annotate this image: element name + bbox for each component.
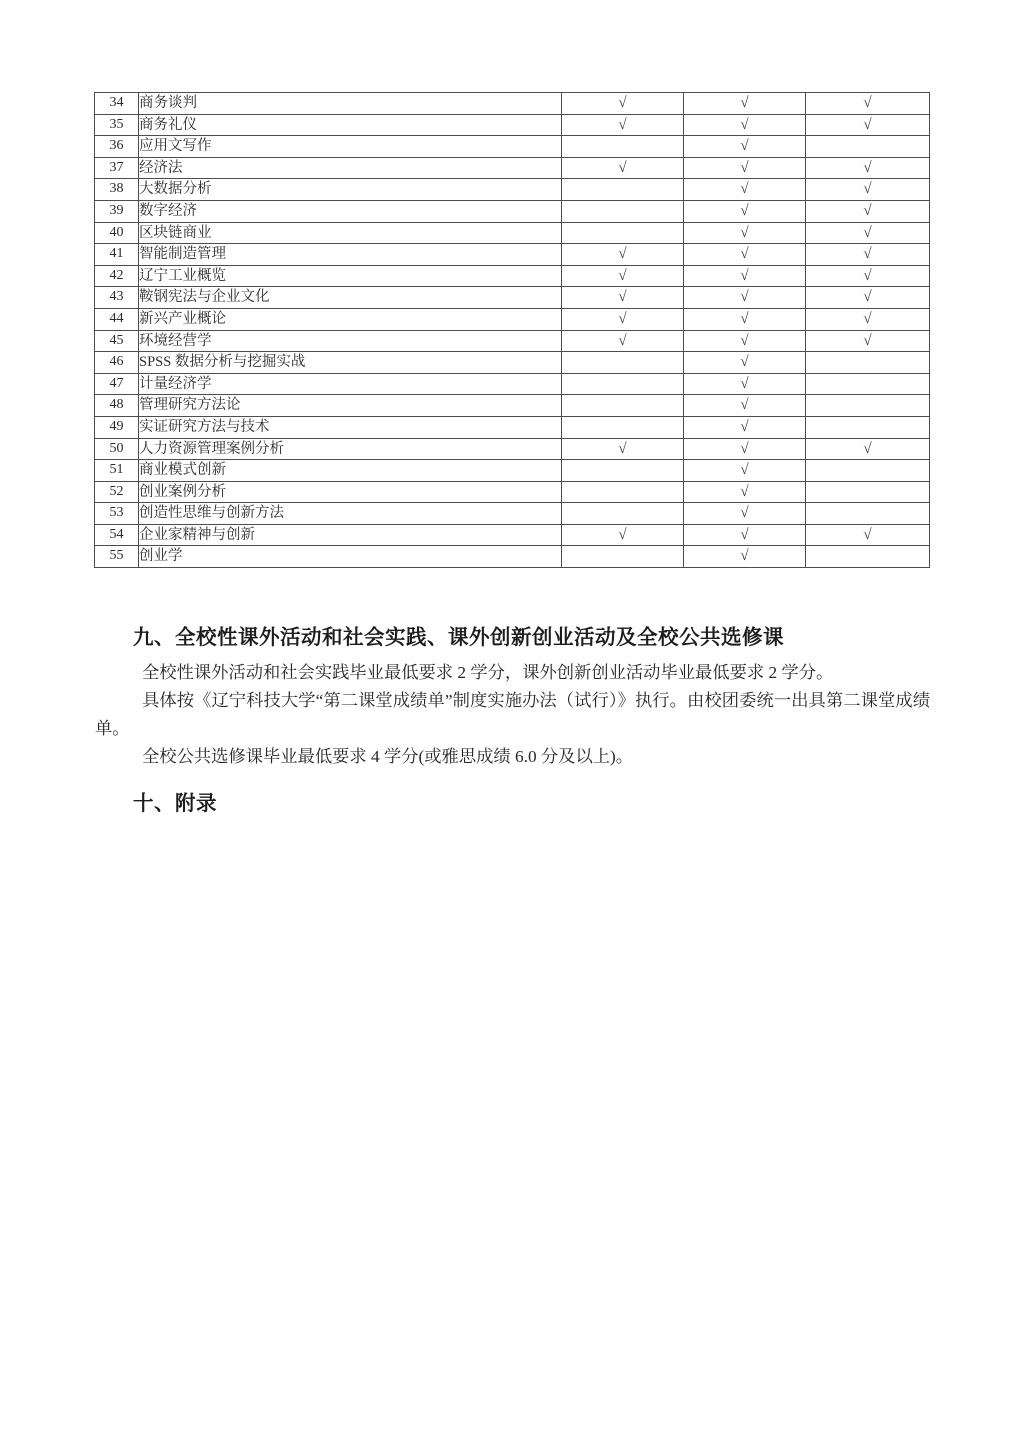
- table-row: [95, 416, 930, 438]
- check-cell-3: √: [806, 265, 930, 287]
- course-name: 创业学: [139, 546, 562, 568]
- table-row: [95, 352, 930, 374]
- course-number: 37: [95, 157, 139, 179]
- course-number: 53: [95, 503, 139, 525]
- check-cell-2: √: [684, 438, 806, 460]
- check-cell-3: [806, 416, 930, 438]
- course-name: 商业模式创新: [139, 460, 562, 482]
- course-number: 36: [95, 136, 139, 158]
- check-cell-1: √: [562, 114, 684, 136]
- section-9-heading: 九、全校性课外活动和社会实践、课外创新创业活动及全校公共选修课: [133, 626, 784, 649]
- check-cell-2: √: [684, 222, 806, 244]
- table-row: [95, 308, 930, 330]
- course-name: 商务谈判: [139, 93, 562, 115]
- check-cell-2: √: [684, 373, 806, 395]
- check-cell-1: [562, 546, 684, 568]
- table-row: [95, 546, 930, 568]
- check-cell-1: √: [562, 265, 684, 287]
- course-number: 51: [95, 460, 139, 482]
- course-name: 计量经济学: [139, 373, 562, 395]
- check-cell-1: [562, 373, 684, 395]
- table-row: [95, 438, 930, 460]
- check-cell-3: [806, 395, 930, 417]
- check-cell-2: √: [684, 244, 806, 266]
- check-cell-1: √: [562, 157, 684, 179]
- course-name: 辽宁工业概览: [139, 265, 562, 287]
- check-cell-3: √: [806, 524, 930, 546]
- check-cell-2: √: [684, 114, 806, 136]
- paragraph-second-classroom: 具体按《辽宁科技大学“第二课堂成绩单”制度实施办法（试行）》执行。由校团委统一出具第二课堂成绩单。: [95, 691, 930, 738]
- course-number: 35: [95, 114, 139, 136]
- check-cell-2: √: [684, 481, 806, 503]
- course-number: 34: [95, 93, 139, 115]
- course-number: 46: [95, 352, 139, 374]
- course-number: 42: [95, 265, 139, 287]
- course-name: 环境经营学: [139, 330, 562, 352]
- course-number: 55: [95, 546, 139, 568]
- course-name: 智能制造管理: [139, 244, 562, 266]
- check-cell-1: √: [562, 93, 684, 115]
- check-cell-3: √: [806, 179, 930, 201]
- course-number: 48: [95, 395, 139, 417]
- course-number: 54: [95, 524, 139, 546]
- check-cell-1: [562, 222, 684, 244]
- course-number: 50: [95, 438, 139, 460]
- check-cell-2: √: [684, 546, 806, 568]
- course-name: 数字经济: [139, 200, 562, 222]
- check-cell-2: √: [684, 200, 806, 222]
- check-cell-3: √: [806, 222, 930, 244]
- table-row: [95, 179, 930, 201]
- check-cell-3: [806, 481, 930, 503]
- check-cell-3: √: [806, 244, 930, 266]
- course-name: 鞍钢宪法与企业文化: [139, 287, 562, 309]
- course-name: 商务礼仪: [139, 114, 562, 136]
- check-cell-2: √: [684, 503, 806, 525]
- course-number: 45: [95, 330, 139, 352]
- check-cell-1: [562, 481, 684, 503]
- check-cell-1: [562, 136, 684, 158]
- check-cell-3: √: [806, 200, 930, 222]
- check-cell-2: √: [684, 524, 806, 546]
- check-cell-3: √: [806, 157, 930, 179]
- course-number: 52: [95, 481, 139, 503]
- check-cell-3: √: [806, 308, 930, 330]
- check-cell-3: √: [806, 438, 930, 460]
- paragraph-public-elective-credits: 全校公共选修课毕业最低要求 4 学分(或雅思成绩 6.0 分及以上)。: [142, 747, 634, 766]
- check-cell-2: √: [684, 287, 806, 309]
- course-number: 38: [95, 179, 139, 201]
- course-name: 应用文写作: [139, 136, 562, 158]
- table-row: [95, 244, 930, 266]
- check-cell-2: √: [684, 460, 806, 482]
- course-number: 47: [95, 373, 139, 395]
- course-table-body: [95, 93, 930, 568]
- check-cell-1: √: [562, 308, 684, 330]
- course-name: 创造性思维与创新方法: [139, 503, 562, 525]
- section-10-heading: 十、附录: [133, 792, 217, 815]
- check-cell-1: √: [562, 244, 684, 266]
- check-cell-3: [806, 460, 930, 482]
- table-row: [95, 136, 930, 158]
- course-number: 40: [95, 222, 139, 244]
- course-name: SPSS 数据分析与挖掘实战: [139, 352, 562, 374]
- check-cell-2: √: [684, 416, 806, 438]
- check-cell-3: √: [806, 114, 930, 136]
- check-cell-2: √: [684, 179, 806, 201]
- course-name: 企业家精神与创新: [139, 524, 562, 546]
- check-cell-1: √: [562, 438, 684, 460]
- check-cell-3: [806, 373, 930, 395]
- table-row: [95, 200, 930, 222]
- table-row: [95, 265, 930, 287]
- check-cell-2: √: [684, 157, 806, 179]
- course-name: 区块链商业: [139, 222, 562, 244]
- table-row: [95, 114, 930, 136]
- check-cell-2: √: [684, 352, 806, 374]
- check-cell-2: √: [684, 308, 806, 330]
- course-name: 经济法: [139, 157, 562, 179]
- table-row: [95, 330, 930, 352]
- course-number: 49: [95, 416, 139, 438]
- table-row: [95, 287, 930, 309]
- table-row: [95, 157, 930, 179]
- check-cell-3: √: [806, 93, 930, 115]
- check-cell-1: [562, 352, 684, 374]
- course-name: 创业案例分析: [139, 481, 562, 503]
- check-cell-1: [562, 503, 684, 525]
- elective-course-table: [94, 92, 930, 568]
- check-cell-1: [562, 179, 684, 201]
- table-row: [95, 222, 930, 244]
- course-name: 管理研究方法论: [139, 395, 562, 417]
- check-cell-1: √: [562, 287, 684, 309]
- check-cell-2: √: [684, 265, 806, 287]
- check-cell-2: √: [684, 93, 806, 115]
- table-row: [95, 93, 930, 115]
- check-cell-3: [806, 546, 930, 568]
- course-name: 实证研究方法与技术: [139, 416, 562, 438]
- paragraph-extracurricular-credits: 全校性课外活动和社会实践毕业最低要求 2 学分，课外创新创业活动毕业最低要求 2 学分。: [142, 663, 834, 682]
- check-cell-3: [806, 352, 930, 374]
- table-row: [95, 373, 930, 395]
- check-cell-1: √: [562, 524, 684, 546]
- course-number: 41: [95, 244, 139, 266]
- course-name: 新兴产业概论: [139, 308, 562, 330]
- check-cell-2: √: [684, 330, 806, 352]
- check-cell-2: √: [684, 395, 806, 417]
- check-cell-1: √: [562, 330, 684, 352]
- check-cell-1: [562, 460, 684, 482]
- check-cell-1: [562, 416, 684, 438]
- table-row: [95, 503, 930, 525]
- table-row: [95, 460, 930, 482]
- table-row: [95, 395, 930, 417]
- course-name: 大数据分析: [139, 179, 562, 201]
- check-cell-3: √: [806, 330, 930, 352]
- course-number: 44: [95, 308, 139, 330]
- check-cell-1: [562, 395, 684, 417]
- section-9-body: [95, 659, 930, 771]
- table-row: [95, 524, 930, 546]
- check-cell-3: √: [806, 287, 930, 309]
- course-name: 人力资源管理案例分析: [139, 438, 562, 460]
- course-number: 43: [95, 287, 139, 309]
- check-cell-1: [562, 200, 684, 222]
- table-row: [95, 481, 930, 503]
- check-cell-3: [806, 136, 930, 158]
- check-cell-2: √: [684, 136, 806, 158]
- check-cell-3: [806, 503, 930, 525]
- course-number: 39: [95, 200, 139, 222]
